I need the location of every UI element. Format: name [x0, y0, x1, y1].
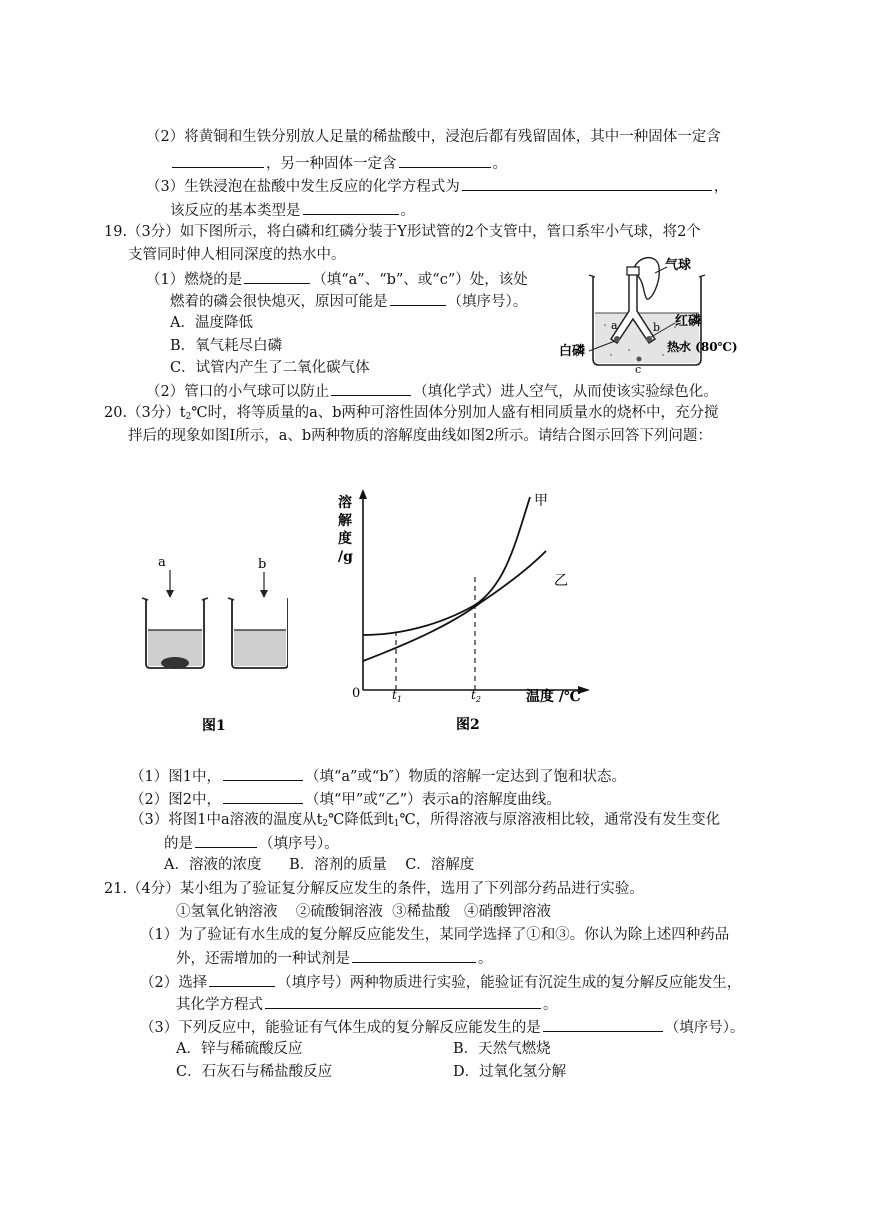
- q19-option-b: B．氧气耗尽白磷: [170, 338, 283, 354]
- curve-jia: [363, 497, 530, 635]
- beaker-b: [228, 598, 288, 668]
- q21-part2-line1: （2）选择 （填序号）两种物质进行实验，能验证有沉淀生成的复分解反应能发生，: [140, 971, 741, 993]
- answer-blank[interactable]: [352, 947, 476, 963]
- answer-blank[interactable]: [195, 832, 257, 848]
- origin-label: 0: [352, 686, 361, 701]
- y-label-char: /g: [338, 549, 353, 565]
- q19-part1-line2: 燃着的磷会很快熄灭，原因可能是 （填序号）。: [170, 290, 527, 312]
- q18-part2-line1: （2）将黄铜和生铁分别放人足量的稀盐酸中，浸泡后都有残留固体，其中一种固体一定含: [146, 129, 721, 145]
- tick-t1: $t_1$: [392, 688, 402, 704]
- q20-part3-line2: 的是 （填序号）。: [164, 832, 339, 854]
- answer-blank[interactable]: [303, 199, 399, 215]
- beaker-a: [142, 598, 208, 669]
- label-a: a: [611, 319, 618, 332]
- fig1-label-a: a: [158, 555, 166, 570]
- fig1-caption: 图1: [202, 718, 226, 734]
- fig2-caption: 图2: [456, 717, 480, 733]
- answer-blank[interactable]: [209, 971, 275, 987]
- q19-part1-line1: （1）燃烧的是 （填“a”、“b”、或“c”）处，该处: [146, 268, 528, 290]
- q19-intro-line1: 19.（3分）如下图所示，将白磷和红磷分装于Y形试管的2个支管中，管口系牢小气球，将2个: [104, 224, 701, 240]
- answer-blank[interactable]: [462, 175, 712, 191]
- tick-t2: $t_2$: [471, 688, 481, 704]
- q20-part2: （2）图2中， （填“甲”或“乙”）表示a的溶解度曲线。: [130, 788, 561, 810]
- q19-option-c: C．试管内产生了二氧化碳气体: [170, 360, 370, 376]
- label-balloon: 气球: [665, 258, 692, 273]
- fig1-label-b: b: [258, 557, 267, 572]
- answer-blank[interactable]: [223, 788, 303, 804]
- label-hot-water: 热水 (80℃): [667, 340, 738, 354]
- q21-option-c: C．石灰石与稀盐酸反应: [176, 1064, 333, 1080]
- label-red-phosphorus: 红磷: [675, 314, 702, 329]
- q21-reagents: ①氢氧化钠溶液 ②硫酸铜溶液 ③稀盐酸 ④硝酸钾溶液: [176, 904, 551, 920]
- q20-part3-line1: （3）将图1中a溶液的温度从$t_2℃$降低到$t_1℃$，所得溶液与原溶液相比较，通常没有发生变化: [130, 812, 721, 829]
- y-tube-apparatus-figure: [555, 255, 745, 380]
- answer-blank[interactable]: [399, 152, 491, 168]
- q21-part1-line2: 外，还需增加的一种试剂是 。: [176, 947, 493, 969]
- q19-part2: （2）管口的小气球可以防止 （填化学式）进人空气，从而使该实验绿色化。: [146, 380, 718, 402]
- q18-part3-line1: （3）生铁浸泡在盐酸中发生反应的化学方程式为 ，: [146, 175, 728, 197]
- answer-blank[interactable]: [543, 1016, 663, 1032]
- series-label-jia: 甲: [534, 493, 548, 509]
- q21-part1-line1: （1）为了验证有水生成的复分解反应能发生，某同学选择了①和③。你认为除上述四种药品: [140, 927, 730, 943]
- answer-blank[interactable]: [390, 290, 446, 306]
- q19-intro-line2: 支管同时伸人相同深度的热水中。: [128, 247, 346, 263]
- q21-part3: （3）下列反应中，能验证有气体生成的复分解反应能发生的是 （填序号）。: [140, 1016, 744, 1038]
- q20-intro-line1: 20.（3分）$t_2℃$时，将等质量的a、b两种可溶性固体分别加人盛有相同质量水的烧杯中，充分搅: [104, 405, 719, 422]
- curve-yi: [363, 551, 546, 661]
- answer-blank[interactable]: [172, 152, 264, 168]
- q20-intro-line2: 拌后的现象如图Ⅰ所示，a、b两种物质的溶解度曲线如图2所示。请结合图示回答下列问题：: [128, 428, 712, 444]
- label-white-phosphorus: 白磷: [559, 344, 586, 359]
- y-label-char: 度: [338, 531, 352, 547]
- q19-option-a: A．温度降低: [170, 315, 253, 331]
- figure-2-solubility-chart: [330, 485, 595, 735]
- x-axis-label: 温度 /℃: [526, 689, 581, 705]
- answer-blank[interactable]: [244, 268, 310, 284]
- label-b: b: [653, 321, 661, 334]
- figure-1-beakers: [138, 552, 288, 742]
- answer-blank[interactable]: [331, 380, 411, 396]
- answer-blank[interactable]: [223, 765, 303, 781]
- q21-part2-line2: 其化学方程式 。: [176, 993, 558, 1015]
- q18-part3-line2: 该反应的基本类型是 。: [170, 199, 415, 221]
- q18-part2-line2: ，另一种固体一定含 。: [170, 152, 507, 174]
- y-label-char: 解: [338, 513, 352, 529]
- y-label-char: 溶: [338, 495, 352, 511]
- label-c: c: [635, 363, 642, 376]
- q21-option-d: D．过氧化氢分解: [453, 1064, 567, 1080]
- answer-blank[interactable]: [265, 993, 541, 1009]
- q21-option-a: A．锌与稀硫酸反应: [176, 1041, 303, 1057]
- q20-part1: （1）图1中， （填“a”或“b″）物质的溶解一定达到了饱和状态。: [130, 765, 626, 787]
- q20-options: A．溶液的浓度 B．溶剂的质量 C．溶解度: [164, 857, 475, 873]
- series-label-yi: 乙: [554, 573, 568, 589]
- undissolved-solid: [161, 657, 189, 669]
- q21-intro: 21.（4分）某小组为了验证复分解反应发生的条件，选用了下列部分药品进行实验。: [104, 881, 644, 897]
- q21-option-b: B．天然气燃烧: [453, 1041, 551, 1057]
